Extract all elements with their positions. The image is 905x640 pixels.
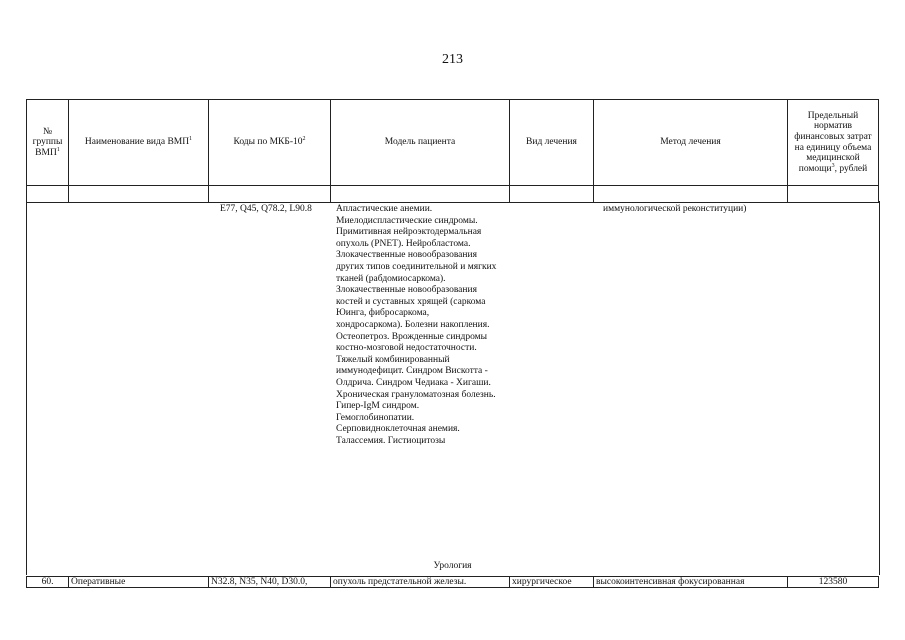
continuation-treatment-method: иммунологической реконституции) [603, 204, 747, 214]
page-number: 213 [442, 52, 463, 67]
row-treatment-method: высокоинтенсивная фокусированная [594, 577, 788, 588]
header-treatment-method: Метод лечения [594, 100, 788, 186]
header-vmp-name: Наименование вида ВМП$^1$ [69, 100, 209, 186]
row-vmp-name: Оперативные [69, 577, 209, 588]
table-row [27, 186, 879, 203]
row-treatment-type: хирургическое [510, 577, 594, 588]
table-row [26, 576, 879, 588]
header-treatment-type: Вид лечения [510, 100, 594, 186]
header-patient-model: Модель пациента [331, 100, 510, 186]
continuation-icd-codes: E77, Q45, Q78.2, L90.8 [220, 204, 312, 214]
row-icd-codes: N32.8, N35, N40, D30.0, [209, 577, 331, 588]
header-cost-norm: Предельный норматив финансовых затрат на единицу объема медицинской помощи$^3$, рублей [788, 100, 879, 186]
continuation-patient-model: Апластические анемии. Миелодиспластические синдромы. Примитивная нейроэктодермальная опухоль (PNET). Нейробластома. Злокачественные новообразования других типов соединительной и мягких тканей (рабдомиосаркома). Злокачественные новообразования костей и суставных хрящей (саркома Юинга, фибросаркома, хондросаркома). Болезни накопления. Остеопетроз. Врожденные синдромы костно-мозговой недостаточности. Тяжелый комбинированный иммунодефицит. Синдром Вискотта - Олдрича. Синдром Чедиака - Хигаши. Хроническая грануломатозная болезнь. Гипер-IgM синдром. Гемоглобинопатии. Серповидноклеточная анемия. Талассемия. Гистиоцитозы [336, 204, 497, 446]
row-patient-model: опухоль предстательной железы. [331, 577, 510, 588]
row-cost: 123580 [788, 577, 879, 588]
row-group-no: 60. [27, 577, 69, 588]
header-group-no: № группы ВМП$^1$ [27, 100, 69, 186]
table-header [26, 99, 879, 203]
section-title: Урология [433, 561, 472, 571]
header-icd-codes: Коды по МКБ-$10^2$ [209, 100, 331, 186]
